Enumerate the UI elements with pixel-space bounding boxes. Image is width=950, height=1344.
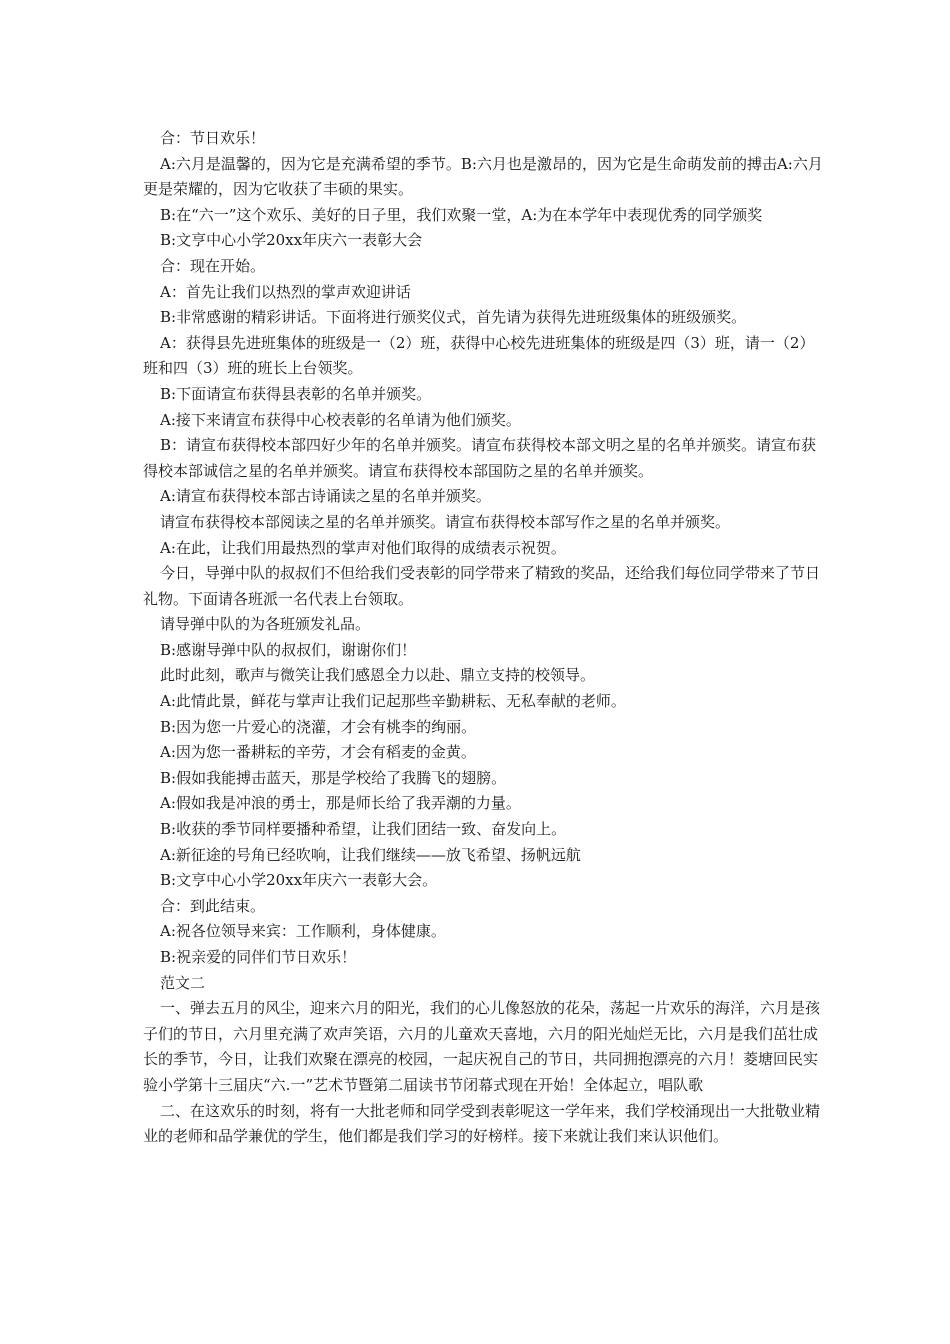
paragraph: 请宣布获得校本部阅读之星的名单并颁奖。请宣布获得校本部写作之星的名单并颁奖。 (160, 512, 731, 531)
paragraph: A:新征途的号角已经吹响，让我们继续——放飞希望、扬帆远航 (160, 845, 581, 864)
paragraph: B：请宣布获得校本部四好少年的名单并颁奖。请宣布获得校本部文明之星的名单并颁奖。请宣布获得校本部诚信之星的名单并颁奖。请宣布获得校本部国防之星的名单并颁奖。 (143, 436, 817, 480)
document-body (143, 126, 823, 1150)
paragraph: A：首先让我们以热烈的掌声欢迎讲话 (160, 282, 411, 301)
paragraph: 合：现在开始。 (160, 256, 266, 275)
paragraph: 此时此刻，歌声与微笑让我们感恩全力以赴、鼎立支持的校领导。 (160, 666, 596, 685)
paragraph: 合：到此结束。 (160, 896, 266, 915)
paragraph: A:六月是温馨的，因为它是充满希望的季节。B:六月也是激昂的，因为它是生命萌发前的搏击A:六月更是荣耀的，因为它收获了丰硕的果实。 (143, 154, 823, 199)
paragraph: B:收获的季节同样要播种希望，让我们团结一致、奋发向上。 (160, 820, 567, 839)
paragraph: 一、弹去五月的风尘，迎来六月的阳光，我们的心儿像怒放的花朵，荡起一片欢乐的海洋，六月是孩子们的节日，六月里充满了欢声笑语，六月的儿童欢天喜地，六月的阳光灿烂无比，六月是我们茁壮成长的季节，今日，让我们欢聚在漂亮的校园，一起庆祝自己的节日，共同拥抱漂亮的六月！菱塘回民实验小学第十三届庆“六.一”艺术节暨第二届读书节闭幕式现在开始！全体起立，唱队歌 (143, 999, 821, 1094)
paragraph: A:请宣布获得校本部古诗诵读之星的名单并颁奖。 (160, 487, 491, 506)
paragraph: 合：节日欢乐！ (160, 129, 266, 147)
paragraph: A:祝各位领导来宾：工作顺利，身体健康。 (160, 922, 446, 941)
paragraph: 今日，导弹中队的叔叔们不但给我们受表彰的同学带来了精致的奖品，还给我们每位同学带来了节日礼物。下面请各班派一名代表上台领取。 (143, 564, 821, 608)
paragraph: B:在“六一”这个欢乐、美好的日子里，我们欢聚一堂，A:为在本学年中表现优秀的同学颁奖 (160, 205, 763, 224)
paragraph: B:文亨中心小学20xx年庆六一表彰大会。 (160, 871, 438, 890)
paragraph: B:因为您一片爱心的浇灌，才会有桃李的绚丽。 (160, 717, 477, 736)
paragraph: B:文亨中心小学20xx年庆六一表彰大会 (160, 231, 423, 250)
paragraph: A:假如我是冲浪的勇士，那是师长给了我弄潮的力量。 (160, 794, 521, 813)
paragraph: B:假如我能搏击蓝天，那是学校给了我腾飞的翅膀。 (160, 768, 507, 787)
paragraph: B:非常感谢的精彩讲话。下面将进行颁奖仪式，首先请为获得先进班级集体的班级颁奖。 (160, 308, 747, 327)
paragraph: B:感谢导弹中队的叔叔们，谢谢你们！ (160, 640, 417, 659)
paragraph: A:在此，让我们用最热烈的掌声对他们取得的成绩表示祝贺。 (160, 538, 566, 557)
paragraph: A:接下来请宣布获得中心校表彰的名单请为他们颁奖。 (160, 410, 521, 429)
paragraph: A：获得县先进班集体的班级是一（2）班，获得中心校先进班集体的班级是四（3）班，请一（2）班和四（3）班的班长上台领奖。 (143, 333, 815, 378)
paragraph: 请导弹中队的为各班颁发礼品。 (160, 615, 371, 634)
paragraph: 二、在这欢乐的时刻，将有一大批老师和同学受到表彰呢这一学年来，我们学校涌现出一大批敬业精业的老师和品学兼优的学生，他们都是我们学习的好榜样。接下来就让我们来认识他们。 (143, 1101, 821, 1146)
paragraph: A:因为您一番耕耘的辛劳，才会有稻麦的金黄。 (160, 743, 476, 762)
paragraph: B:下面请宣布获得县表彰的名单并颁奖。 (160, 384, 432, 403)
paragraph: B:祝亲爱的同伴们节日欢乐！ (160, 948, 357, 966)
section-heading: 范文二 (160, 973, 206, 992)
paragraph: A:此情此景，鲜花与掌声让我们记起那些辛勤耕耘、无私奉献的老师。 (160, 692, 626, 711)
